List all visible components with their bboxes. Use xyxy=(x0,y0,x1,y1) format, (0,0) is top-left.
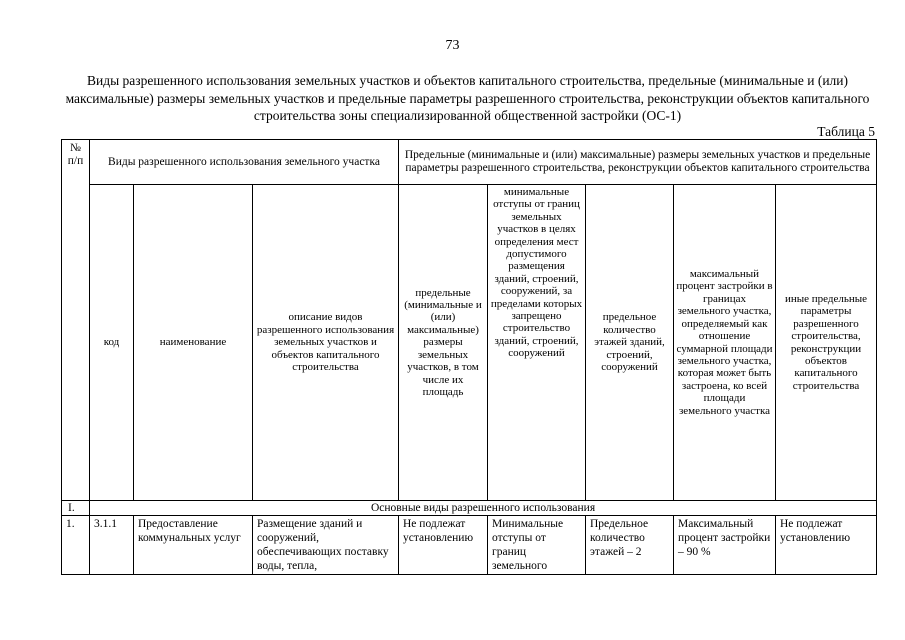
header-setbacks: минимальные отступы от границ земельных участков в целях определения мест допустимого размещения зданий, строений, сооружений, за пределами которых запрещено строительство зданий, строений, сооружений xyxy=(488,185,586,501)
header-name: наименование xyxy=(134,185,253,501)
row-other: Не подлежат установлению xyxy=(776,516,877,575)
row-num: 1. xyxy=(62,516,90,575)
row-area: Не подлежат установлению xyxy=(399,516,488,575)
row-name: Предоставление коммунальных услуг xyxy=(134,516,253,575)
row-coverage: Максимальный процент застройки – 90 % xyxy=(674,516,776,575)
header-floors: предельное количество этажей зданий, строений, сооружений xyxy=(586,185,674,501)
header-coverage: максимальный процент застройки в границах земельного участка, определяемый как отношение суммарной площади земельного участка, которая может быть застроена, ко всей площади земельного участка xyxy=(674,185,776,501)
header-area: предельные (минимальные и (или) максимальные) размеры земельных участков, в том числе их площадь xyxy=(399,185,488,501)
table-label: Таблица 5 xyxy=(817,124,875,139)
document-title: Виды разрешенного использования земельных участков и объектов капитального строительства, предельные (минимальные и (или) максимальные) размеры земельных участков и предельные параметры разрешенного строительства, реконструкции объектов капитального строительства зоны специализированной общественной застройки (ОС-1) xyxy=(65,73,870,123)
header-code: код xyxy=(90,185,134,501)
header-other: иные предельные параметры разрешенного строительства, реконструкции объектов капитального строительства xyxy=(776,185,877,501)
header-limits-group: Предельные (минимальные и (или) максимальные) размеры земельных участков и предельные параметры разрешенного строительства, реконструкции объектов капитального строительства xyxy=(399,140,877,185)
header-description: описание видов разрешенного использования земельных участков и объектов капитального строительства xyxy=(253,185,399,501)
zoning-table xyxy=(61,139,877,575)
header-types-group: Виды разрешенного использования земельного участка xyxy=(90,140,399,185)
row-code: 3.1.1 xyxy=(90,516,134,575)
header-num: № п/п xyxy=(62,140,90,501)
page-number: 73 xyxy=(445,38,460,53)
row-setbacks: Минимальные отступы от границ земельного xyxy=(488,516,586,575)
table-row xyxy=(62,516,877,575)
section-title: Основные виды разрешенного использования xyxy=(90,501,877,516)
row-description: Размещение зданий и сооружений, обеспечивающих поставку воды, тепла, xyxy=(253,516,399,575)
row-floors: Предельное количество этажей – 2 xyxy=(586,516,674,575)
section-num: I. xyxy=(62,501,90,516)
